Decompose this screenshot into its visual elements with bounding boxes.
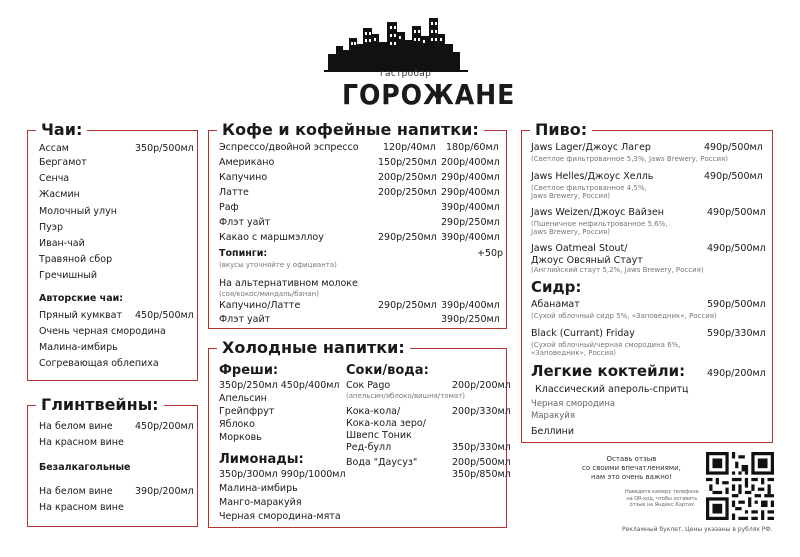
price: 290р/250мл bbox=[378, 300, 437, 311]
price: 350р/330мл bbox=[452, 442, 511, 453]
list-item: Беллини bbox=[531, 426, 575, 437]
list-item: Капучино bbox=[219, 172, 268, 183]
mulled-price: 450р/200мл bbox=[135, 421, 194, 432]
list-item: Jaws Oatmeal Stout/ bbox=[531, 243, 628, 254]
price: 290р/250мл bbox=[441, 217, 500, 228]
list-item: Пряный кумкват bbox=[39, 310, 123, 321]
price: 390р/400мл bbox=[441, 300, 500, 311]
list-item: Согревающая облепиха bbox=[39, 358, 159, 369]
price: 290р/400мл bbox=[441, 172, 500, 183]
list-item: Jaws Weizen/Джоус Вайзен bbox=[531, 207, 665, 218]
price: 390р/400мл bbox=[441, 232, 500, 243]
alt-milk-note: (соя/кокос/миндаль/банан) bbox=[219, 290, 319, 298]
list-item: Jaws Lager/Джоус Лагер bbox=[531, 142, 651, 153]
list-item: Иван-чай bbox=[39, 238, 85, 249]
list-item: Жасмин bbox=[39, 189, 80, 200]
price: 120р/40мл bbox=[383, 142, 436, 153]
logo-subtitle: гастробар bbox=[380, 69, 432, 79]
author-tea-title: Авторские чаи: bbox=[39, 293, 124, 304]
non-alcoholic-price: 390р/200мл bbox=[135, 486, 194, 497]
alt-milk-title: На альтернативном молоке bbox=[219, 278, 358, 289]
list-item: Очень черная смородина bbox=[39, 326, 166, 337]
list-item: Латте bbox=[219, 187, 249, 198]
coffee-title: Кофе и кофейные напитки: bbox=[217, 121, 484, 139]
list-item: Абанамат bbox=[531, 299, 580, 310]
list-item: Ассам bbox=[39, 143, 69, 154]
non-alcoholic-title: Безалкагольные bbox=[39, 462, 131, 473]
fresh-title: Фреши: bbox=[219, 363, 279, 378]
tea-price: 350р/500мл bbox=[135, 143, 194, 154]
lemonade-title: Лимонады: bbox=[219, 452, 304, 467]
price: 150р/250мл bbox=[378, 157, 437, 168]
list-item: На белом вине bbox=[39, 486, 113, 497]
list-item: Черная смородина-мята bbox=[219, 511, 341, 522]
price: 350р/850мл bbox=[452, 469, 511, 480]
list-item: На белом вине bbox=[39, 421, 113, 432]
footer-disclaimer: Рекламный буклет. Цены указаны в рублях РФ. bbox=[622, 526, 773, 533]
list-item: Капучино/Латте bbox=[219, 300, 301, 311]
price: 390р/400мл bbox=[441, 202, 500, 213]
list-item: Кока-кола/ bbox=[346, 406, 401, 417]
list-item: Молочный улун bbox=[39, 206, 117, 217]
price: 200р/250мл bbox=[378, 187, 437, 198]
list-item: Апельсин bbox=[219, 393, 267, 404]
cider-note: «Заповедник», Россия) bbox=[531, 349, 616, 357]
list-item: Сок Pago bbox=[346, 380, 391, 391]
logo bbox=[322, 14, 516, 114]
price: 200р/500мл bbox=[452, 457, 511, 468]
price: 200р/250мл bbox=[378, 172, 437, 183]
list-item: Малина-имбирь bbox=[219, 483, 298, 494]
price: 290р/250мл bbox=[378, 232, 437, 243]
review-text: Оставь отзыв со своими впечатлениями, нам это очень важно! bbox=[582, 455, 681, 481]
price: 200р/400мл bbox=[441, 157, 500, 168]
list-item: Black (Currant) Friday bbox=[531, 328, 635, 339]
review-fine-print: Наведите камеру телефона на QR-код, чтобы оставить отзыв на Яндекс.Картах bbox=[625, 489, 699, 508]
lemonade-price: 350р/300мл 990р/1000мл bbox=[219, 469, 346, 480]
mulled-wine-title: Глинтвейны: bbox=[36, 396, 164, 414]
list-item: Морковь bbox=[219, 432, 262, 443]
author-tea-price: 450р/500мл bbox=[135, 310, 194, 321]
list-item: Флэт уайт bbox=[219, 217, 271, 228]
list-item: Травяной сбор bbox=[39, 254, 113, 265]
list-item: Раф bbox=[219, 202, 239, 213]
cold-drinks-title: Холодные напитки: bbox=[217, 339, 410, 357]
beer-note: (Пшеничное нефильтрованное 5,6%, bbox=[531, 220, 668, 228]
list-item: Кока-кола зеро/ bbox=[346, 418, 426, 429]
price: 490р/500мл bbox=[704, 142, 763, 153]
list-item: Сенча bbox=[39, 173, 70, 184]
price: 180р/60мл bbox=[446, 142, 499, 153]
beer-title: Пиво: bbox=[530, 121, 592, 139]
list-item: Маракуйя bbox=[531, 411, 575, 421]
list-item: Манго-маракуйя bbox=[219, 497, 302, 508]
list-item: Яблоко bbox=[219, 419, 255, 430]
juice-title: Соки/вода: bbox=[346, 363, 429, 378]
list-item: Гречишный bbox=[39, 270, 98, 281]
list-item: Пуэр bbox=[39, 222, 64, 233]
list-item: Малина-имбирь bbox=[39, 342, 118, 353]
list-item: Американо bbox=[219, 157, 275, 168]
city-skyline-icon bbox=[322, 14, 472, 72]
toppings-title: Топинги: bbox=[219, 248, 268, 259]
cocktails-price: 490р/200мл bbox=[707, 368, 766, 379]
list-item: На красном вине bbox=[39, 437, 124, 448]
list-item: Черная смородина bbox=[531, 399, 616, 409]
cider-title: Сидр: bbox=[531, 278, 582, 296]
price: 490р/500мл bbox=[704, 171, 763, 182]
juice-note: (апельсин/яблоко/вишня/томат) bbox=[346, 392, 465, 400]
cider-note: (Сухой яблочный/черная смородина 6%, bbox=[531, 341, 681, 349]
list-item: Jaws Helles/Джоус Хелль bbox=[531, 171, 654, 182]
list-item: Бергамот bbox=[39, 157, 87, 168]
list-item: На красном вине bbox=[39, 502, 124, 513]
price: 590р/330мл bbox=[707, 328, 766, 339]
toppings-note: (вкусы уточняйте у официанта) bbox=[219, 261, 337, 269]
list-item: Грейпфрут bbox=[219, 406, 275, 417]
list-item: Какао с маршмэллоу bbox=[219, 232, 324, 243]
cocktails-title: Легкие коктейли: bbox=[531, 362, 686, 380]
list-item: Джоус Овсяный Стаут bbox=[531, 255, 643, 266]
list-item: Ред-булл bbox=[346, 442, 392, 453]
beer-note: (Светлое фильтрованное 5,3%, Jaws Brewery, Россия) bbox=[531, 155, 728, 163]
cider-note: (Сухой яблочный сидр 5%, «Заповедник», Россия) bbox=[531, 312, 717, 320]
qr-code-icon[interactable] bbox=[706, 452, 774, 520]
beer-note: (Светлое фильтрованное 4,5%, bbox=[531, 184, 647, 192]
price: 290р/400мл bbox=[441, 187, 500, 198]
price: 200р/200мл bbox=[452, 380, 511, 391]
list-item: Флэт уайт bbox=[219, 314, 271, 325]
beer-note: Jaws Brewery, Россия) bbox=[531, 228, 610, 236]
list-item: Швепс Тоник bbox=[346, 430, 412, 441]
price: 590р/500мл bbox=[707, 299, 766, 310]
price: 490р/500мл bbox=[707, 207, 766, 218]
beer-note: (Английский стаут 5,2%, Jaws Brewery, Россия) bbox=[531, 266, 704, 274]
toppings-price: +50р bbox=[477, 248, 504, 259]
list-item: Вода "Даусуз" bbox=[346, 457, 418, 468]
fresh-price: 350р/250мл 450р/400мл bbox=[219, 380, 340, 391]
price: 200р/330мл bbox=[452, 406, 511, 417]
list-item: Эспрессо/двойной эспрессо bbox=[219, 142, 359, 153]
list-item: Классический апероль-спритц bbox=[535, 384, 689, 395]
price: 390р/250мл bbox=[441, 314, 500, 325]
beer-note: Jaws Brewery, Россия) bbox=[531, 192, 610, 200]
price: 490р/500мл bbox=[707, 243, 766, 254]
logo-title: ГОРОЖАНЕ bbox=[342, 78, 516, 111]
tea-title: Чаи: bbox=[36, 121, 87, 139]
